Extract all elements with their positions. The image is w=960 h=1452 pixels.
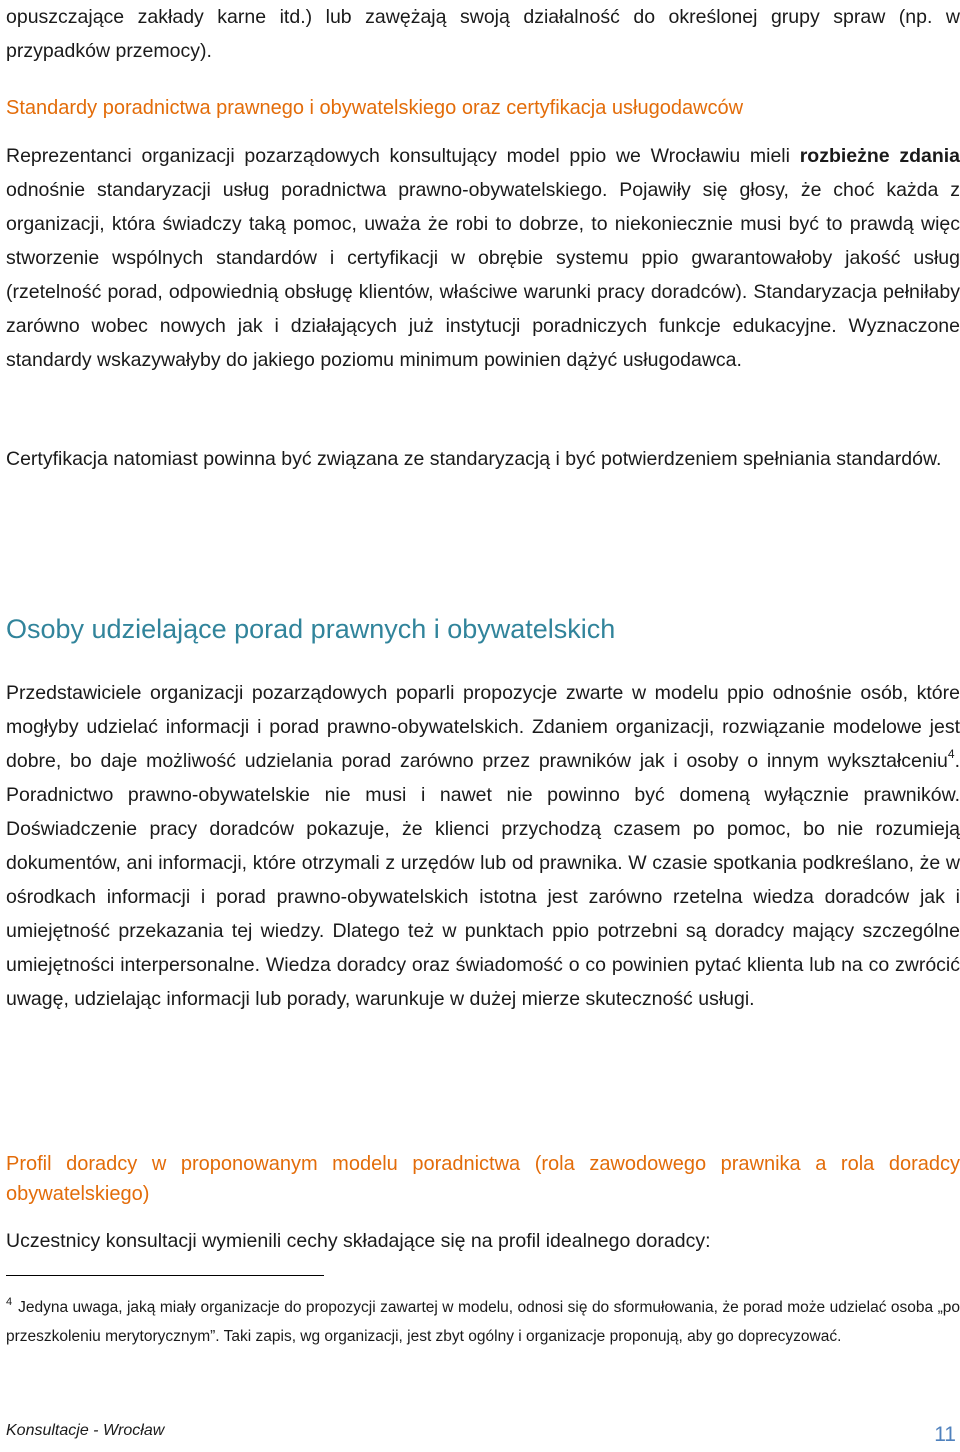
footnote-separator — [6, 1275, 324, 1276]
footnote — [6, 1288, 960, 1351]
footnote-reference[interactable]: 4 — [947, 747, 955, 761]
persons-heading: Osoby udzielające porad prawnych i obywatelskich — [6, 614, 616, 644]
standards-paragraph-2: Certyfikacja natomiast powinna być związana ze standaryzacją i być potwierdzeniem spełniania standardów. — [6, 448, 942, 470]
footnote-number: 4 — [6, 1296, 13, 1308]
standards-heading: Standardy poradnictwa prawnego i obywatelskiego oraz certyfikacja usługodawców — [6, 97, 744, 119]
footnote-text: Jedyna uwaga, jaką miały organizacje do propozycji zawartej w modelu, odnosi się do sformułowania, że porad może udzielać osoba „po przeszkoleniu merytorycznym”. Taki zapis, wg organizacji, jest zbyt ogólny i organizacje proponują, aby go doprecyzować. — [6, 1299, 960, 1345]
standards-p1-bold: rozbieżne zdania — [799, 145, 960, 167]
standards-paragraph-1 — [6, 139, 960, 377]
footer-title: Konsultacje - Wrocław — [6, 1422, 165, 1439]
profile-heading: Profil doradcy w proponowanym modelu poradnictwa (rola zawodowego prawnika a rola doradcy obywatelskiego) — [6, 1153, 960, 1205]
standards-p1-mid: odnośnie standaryzacji usług poradnictwa prawno-obywatelskiego. — [6, 179, 608, 201]
persons-p1-after: . Poradnictwo prawno-obywatelskie nie musi i nawet nie powinno być domeną wyłącznie prawników. Doświadczenie pracy doradców pokazuje, że klienci przychodzą czasem po pomoc, bo nie rozumieją dokumentów, ani informacji, które otrzymali z urzędów lub od prawnika. W czasie spotkania podkreślano, że w ośrodkach informacji i porad prawno-obywatelskich istotna jest zarówno rzetelna wiedza doradców jak i umiejętność przekazania tej wiedzy. Dlatego też w punktach ppio potrzebni są doradcy mający szczególne umiejętności interpersonalne. Wiedza doradcy oraz świadomość o co powinien pytać klienta lub na co zwrócić uwagę, udzielając informacji lub porady, warunkuje w dużej mierze skuteczność usługi. — [6, 750, 960, 1010]
intro-paragraph: opuszczające zakłady karne itd.) lub zawężają swoją działalność do określonej grupy spraw (np. w przypadków przemocy). — [6, 6, 960, 62]
persons-paragraph-1 — [6, 676, 960, 1016]
page-number: 11 — [934, 1423, 956, 1446]
profile-paragraph-1: Uczestnicy konsultacji wymienili cechy składające się na profil idealnego doradcy: — [6, 1230, 711, 1252]
standards-p1-lead: Reprezentanci organizacji pozarządowych konsultujący model ppio we Wrocławiu mieli — [6, 145, 790, 167]
standards-p1-rest: Pojawiły się głosy, że choć każda z organizacji, która świadczy taką pomoc, uważa że robi to dobrze, to niekoniecznie musi być to prawdą więc stworzenie wspólnych standardów i certyfikacji w obrębie systemu ppio gwarantowałoby jakość usług (rzetelność porad, odpowiednią obsługę klientów, właściwe warunki pracy doradców). Standaryzacja pełniłaby zarówno wobec nowych jak i działających już instytucji poradniczych funkcje edukacyjne. Wyznaczone standardy wskazywałyby do jakiego poziomu minimum powinien dążyć usługodawca. — [6, 179, 960, 371]
persons-p1-before: Przedstawiciele organizacji pozarządowych poparli propozycje zwarte w modelu ppio odnośnie osób, które mogłyby udzielać informacji i porad prawno-obywatelskich. Zdaniem organizacji, rozwiązanie modelowe jest dobre, bo daje możliwość udzielania porad zarówno przez prawników jak i osoby o innym wykształceniu — [6, 682, 960, 772]
